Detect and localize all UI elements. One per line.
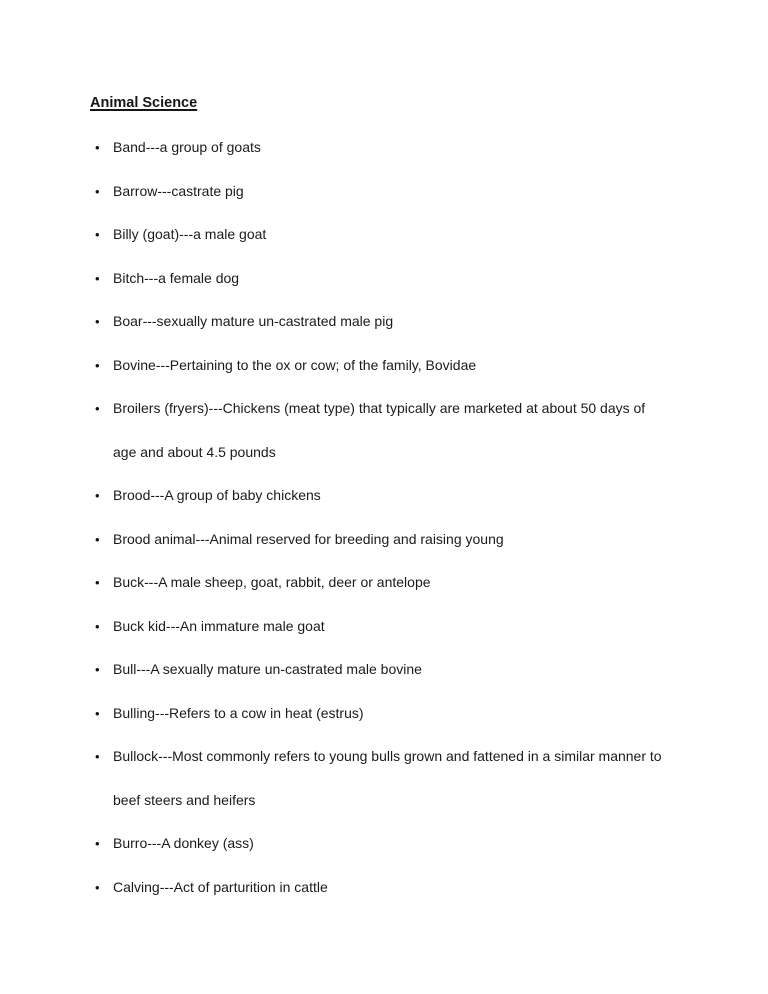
bullet-icon: • <box>95 749 100 764</box>
term-definition: Calving---Act of parturition in cattle <box>113 878 328 895</box>
list-item <box>90 387 680 474</box>
bullet-icon: • <box>95 575 100 590</box>
list-item <box>90 126 680 170</box>
term-definition: Brood---A group of baby chickens <box>113 487 321 503</box>
term-definition: Band---a group of goats <box>113 139 261 155</box>
list-item <box>90 213 680 257</box>
list-item <box>90 257 680 301</box>
bullet-icon: • <box>95 357 100 373</box>
list-item <box>90 866 680 910</box>
term-definition: Bullock---Most commonly refers to young bulls grown and fattened in a similar manner to beef steers and heifers <box>113 748 662 808</box>
term-definition: Billy (goat)---a male goat <box>113 226 267 242</box>
term-definition: Buck---A male sheep, goat, rabbit, deer or antelope <box>113 574 431 590</box>
term-definition: Bulling---Refers to a cow in heat (estrus) <box>113 704 364 721</box>
list-item <box>90 822 680 866</box>
bullet-icon: • <box>95 270 100 286</box>
bullet-icon: • <box>95 531 100 547</box>
bullet-icon: • <box>95 183 100 199</box>
term-definition: Buck kid---An immature male goat <box>113 617 325 634</box>
term-definition: Burro---A donkey (ass) <box>113 835 254 851</box>
list-item <box>90 561 680 605</box>
bullet-icon: • <box>95 227 100 242</box>
document-title: Animal Science <box>90 95 198 111</box>
term-definition: Brood animal---Animal reserved for breeding and raising young <box>113 530 504 547</box>
bullet-icon: • <box>95 140 100 155</box>
list-item <box>90 605 680 649</box>
list-item <box>90 648 680 692</box>
term-definition: Bovine---Pertaining to the ox or cow; of the family, Bovidae <box>113 356 477 373</box>
bullet-icon: • <box>95 879 100 895</box>
bullet-icon: • <box>95 705 100 721</box>
list-item <box>90 170 680 214</box>
list-item <box>90 735 680 822</box>
bullet-icon: • <box>95 314 100 329</box>
bullet-icon: • <box>95 401 100 416</box>
list-item <box>90 344 680 388</box>
bullet-icon: • <box>95 836 100 851</box>
term-definition: Barrow---castrate pig <box>113 182 244 199</box>
term-definition: Boar---sexually mature un-castrated male pig <box>113 313 394 329</box>
list-item <box>90 300 680 344</box>
term-definition: Bull---A sexually mature un-castrated male bovine <box>113 661 422 677</box>
glossary-term-list <box>90 126 680 909</box>
bullet-icon: • <box>95 618 100 634</box>
list-item <box>90 692 680 736</box>
term-definition: Broilers (fryers)---Chickens (meat type) that typically are marketed at about 50 days of age and about 4.5 pounds <box>113 400 646 460</box>
bullet-icon: • <box>95 488 100 503</box>
bullet-icon: • <box>95 662 100 677</box>
term-definition: Bitch---a female dog <box>113 269 240 286</box>
list-item <box>90 518 680 562</box>
list-item <box>90 474 680 518</box>
